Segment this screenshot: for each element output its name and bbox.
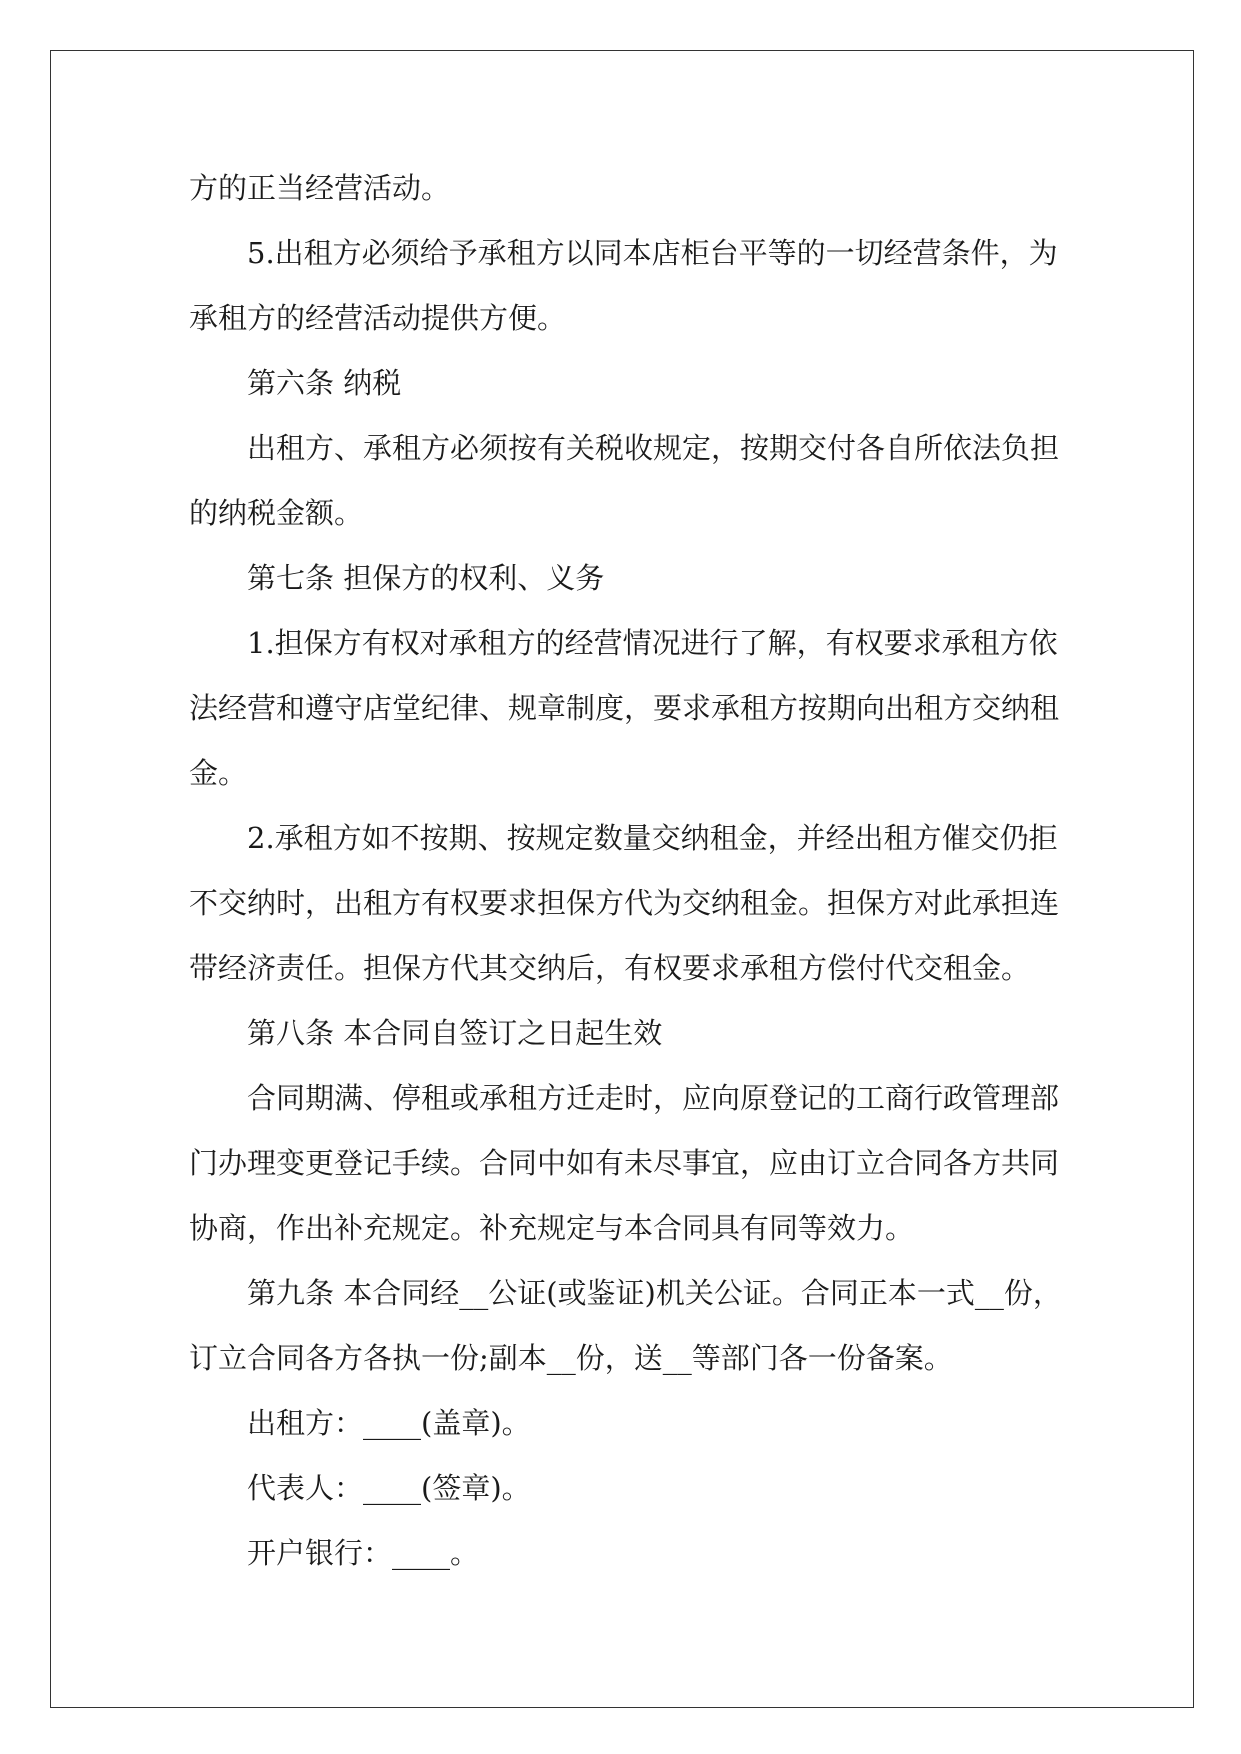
article-8-heading (189, 1001, 1059, 1066)
text-line: 第九条 本合同经__公证(或鉴证)机关公证。合同正本一式__份， (247, 1276, 1062, 1310)
paragraph-expiry (189, 1066, 1059, 1261)
text-line: 带经济责任。担保方代其交纳后，有权要求承租方偿付代交租金。 (189, 951, 1031, 985)
text-line: 订立合同各方各执一份;副本__份，送__等部门各一份备案。 (189, 1341, 953, 1375)
paragraph-clause-5 (189, 221, 1059, 351)
signature-bank (189, 1521, 1059, 1586)
paragraph-continuation (189, 156, 1059, 221)
article-6-heading (189, 351, 1059, 416)
text-line: 协商，作出补充规定。补充规定与本合同具有同等效力。 (189, 1211, 915, 1245)
text-line: 不交纳时，出租方有权要求担保方代为交纳租金。担保方对此承担连 (189, 886, 1060, 920)
text-line: 承租方的经营活动提供方便。 (189, 301, 567, 335)
paragraph-tax (189, 416, 1059, 546)
text-line: 合同期满、停租或承租方迁走时，应向原登记的工商行政管理部 (247, 1081, 1060, 1115)
article-9-paragraph (189, 1261, 1062, 1391)
text-line: 方的正当经营活动。 (189, 171, 451, 205)
heading-text: 第七条 担保方的权利、义务 (247, 561, 605, 595)
document-body (189, 156, 1062, 1586)
text-line: 5.出租方必须给予承租方以同本店柜台平等的一切经营条件，为 (247, 236, 1058, 270)
signature-line: 代表人：____(签章)。 (247, 1471, 531, 1505)
text-line: 出租方、承租方必须按有关税收规定，按期交付各自所依法负担 (247, 431, 1060, 465)
signature-line: 出租方：____(盖章)。 (247, 1406, 531, 1440)
paragraph-guarantor-1 (189, 611, 1059, 806)
signature-line: 开户银行：____。 (247, 1536, 480, 1570)
heading-text: 第八条 本合同自签订之日起生效 (247, 1016, 663, 1050)
article-7-heading (189, 546, 1059, 611)
signature-representative (189, 1456, 1059, 1521)
text-line: 2.承租方如不按期、按规定数量交纳租金，并经出租方催交仍拒 (247, 821, 1058, 855)
text-line: 1.担保方有权对承租方的经营情况进行了解，有权要求承租方依 (247, 626, 1058, 660)
text-line: 金。 (189, 756, 248, 790)
text-line: 的纳税金额。 (189, 496, 364, 530)
signature-lessor (189, 1391, 1059, 1456)
text-line: 门办理变更登记手续。合同中如有未尽事宜，应由订立合同各方共同 (189, 1146, 1060, 1180)
text-line: 法经营和遵守店堂纪律、规章制度，要求承租方按期向出租方交纳租 (189, 691, 1060, 725)
heading-text: 第六条 纳税 (247, 366, 402, 400)
paragraph-guarantor-2 (189, 806, 1059, 1001)
